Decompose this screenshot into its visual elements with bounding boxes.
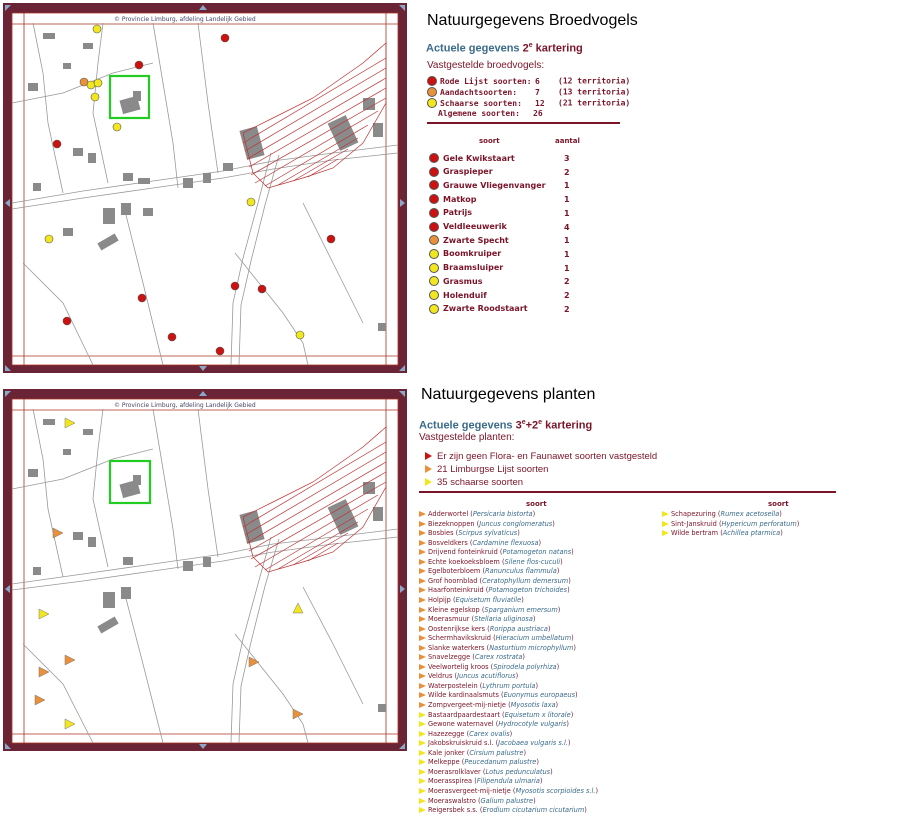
plants-col-species-right: soort xyxy=(768,500,789,508)
birds-col-count: aantal xyxy=(555,137,580,145)
bird-observation-yellow xyxy=(113,123,121,131)
legend-dot-icon xyxy=(429,180,439,190)
legend-triangle-icon xyxy=(419,616,426,622)
plant-latin-name: Lythrum portula xyxy=(482,681,536,690)
summary-label: Aandachtsoorten: xyxy=(440,87,518,97)
plant-dutch-name: Reigersbek s.s. xyxy=(428,806,478,815)
plant-dutch-name: Snavelzegge xyxy=(428,653,471,662)
summary-label: Schaarse soorten: xyxy=(440,98,522,108)
plant-dutch-name: Zompvergeet-mij-nietje xyxy=(428,701,506,709)
plant-dutch-name: Moerasmuur xyxy=(428,615,470,624)
legend-triangle-icon xyxy=(419,530,426,536)
legend-triangle-icon xyxy=(419,683,426,689)
legend-triangle-icon xyxy=(419,645,426,651)
birds-col-species: soort xyxy=(479,137,500,145)
plant-latin-name: Persicaria bistorta xyxy=(472,510,533,518)
legend-dot-icon xyxy=(429,235,439,245)
plant-dutch-name: Bosbies xyxy=(428,529,454,538)
plant-species-row: Grof hoornblad (Ceratophyllum demersum) xyxy=(419,577,571,586)
plant-species-row: Sint-Janskruid (Hypericum perforatum) xyxy=(662,520,799,529)
legend-triangle-icon xyxy=(425,478,432,486)
plant-latin-name: Carex rostrata xyxy=(474,653,523,662)
legend-triangle-icon xyxy=(419,807,426,813)
plant-species-row: Adderwortel (Persicaria bistorta) xyxy=(419,510,535,519)
plant-latin-name: Spirodela polyrhiza xyxy=(493,662,557,671)
plant-species-row: Wilde kardinaalsmuts (Euonymus europaeus) xyxy=(419,691,578,700)
bird-species-name: Braamsluiper xyxy=(443,263,504,273)
plant-latin-name: Cirsium palustre xyxy=(469,748,524,757)
plant-species-row: Bastaardpaardestaart (Equisetum x litorale) xyxy=(419,711,573,720)
bird-observation-red xyxy=(258,285,266,293)
plant-latin-name: Myosotis scorpioides s.l. xyxy=(515,786,596,795)
legend-triangle-icon xyxy=(419,702,426,708)
bird-species-row xyxy=(429,304,528,314)
plant-dutch-name: Haarfonteinkruid xyxy=(428,586,484,595)
legend-triangle-icon xyxy=(419,721,426,727)
legend-triangle-icon xyxy=(419,664,426,670)
legend-triangle-icon xyxy=(419,559,426,565)
legend-dot-icon xyxy=(429,304,439,314)
plant-species-row: Moerasrolklaver (Lotus pedunculatus) xyxy=(419,768,553,777)
bird-species-count: 1 xyxy=(564,263,570,273)
plants-summary-row xyxy=(425,464,548,475)
legend-triangle-icon xyxy=(419,759,426,765)
plant-latin-name: Juncus acutiflorus xyxy=(457,672,516,681)
bird-species-count: 2 xyxy=(564,304,570,314)
legend-dot-icon xyxy=(429,208,439,218)
plants-subtitle: Actuele gegevens $3^e+2^e$ kartering xyxy=(419,419,593,432)
plant-latin-name: Sparganium emersum xyxy=(484,605,558,614)
plant-species-row: Biezeknoppen (Juncus conglomeratus) xyxy=(419,520,555,529)
map-credit: © Provincie Limburg, afdeling Landelijk Gebied xyxy=(114,402,256,409)
plant-species-row: Jakobskruiskruid s.l. (Jacobaea vulgaris s.l.) xyxy=(419,739,570,748)
bird-species-row xyxy=(429,222,507,232)
plant-species-row: Schermhavikskruid (Hieracium umbellatum) xyxy=(419,634,574,643)
bird-species-count: 3 xyxy=(564,154,570,163)
plant-latin-name: Hieracium umbellatum xyxy=(495,634,572,643)
legend-triangle-icon xyxy=(419,788,426,794)
plant-latin-name: Rorippa austriaca xyxy=(489,624,548,633)
birds-summary-row xyxy=(427,98,630,108)
plant-latin-name: Ranunculus flammula xyxy=(485,567,557,576)
plant-species-row: Bosveldkers (Cardamine flexuosa) xyxy=(419,539,541,548)
plant-dutch-name: Kale jonker xyxy=(428,748,465,757)
plant-dutch-name: Schapezuring xyxy=(671,510,716,518)
legend-triangle-icon xyxy=(419,549,426,555)
summary-count: 7 xyxy=(535,87,540,97)
plant-dutch-name: Moerasrolklaver xyxy=(428,767,481,776)
bird-observation-red xyxy=(63,317,71,325)
birds-title: Natuurgegevens Broedvogels xyxy=(427,12,638,29)
plant-species-row: Veelwortelig kroos (Spirodela polyrhiza) xyxy=(419,663,559,672)
plant-dutch-name: Hazezegge xyxy=(428,729,465,738)
plant-dutch-name: Bosveldkers xyxy=(428,538,468,547)
legend-triangle-icon xyxy=(419,540,426,546)
bird-observation-yellow xyxy=(296,331,304,339)
bird-species-count: 1 xyxy=(564,236,570,246)
plant-species-row: Moerasvergeet-mij-nietje (Myosotis scorpioides s.l.) xyxy=(419,787,598,796)
plant-dutch-name: Gewone waternavel xyxy=(428,720,494,729)
plant-latin-name: Equisetum x litorale xyxy=(504,710,571,719)
bird-species-name: Graspieper xyxy=(443,167,493,177)
bird-species-row xyxy=(429,194,477,204)
plant-dutch-name: Grof hoornblad xyxy=(428,576,478,585)
plant-map[interactable] xyxy=(3,389,407,751)
plant-species-row: Waterpostelein (Lythrum portula) xyxy=(419,682,538,691)
bird-observation-red xyxy=(231,282,239,290)
plant-dutch-name: Echte koekoeksbloem xyxy=(428,557,500,566)
plant-species-row: Bosbies (Scirpus sylvaticus) xyxy=(419,529,520,538)
legend-triangle-icon xyxy=(662,511,669,517)
bird-observation-yellow xyxy=(247,198,255,206)
bird-species-name: Holenduif xyxy=(443,290,487,300)
legend-triangle-icon xyxy=(419,712,426,718)
bird-observation-red xyxy=(138,294,146,302)
plant-latin-name: Lotus pedunculatus xyxy=(485,767,551,776)
legend-triangle-icon xyxy=(419,521,426,527)
bird-species-row xyxy=(429,249,501,259)
legend-triangle-icon xyxy=(419,654,426,660)
legend-triangle-icon xyxy=(419,731,426,737)
bird-species-count: 1 xyxy=(564,195,570,205)
legend-dot-icon xyxy=(429,290,439,300)
plants-established: Vastgestelde planten: xyxy=(419,432,515,443)
plant-map-canvas xyxy=(3,389,407,751)
plant-dutch-name: Veelwortelig kroos xyxy=(428,662,489,671)
legend-triangle-icon xyxy=(419,511,426,517)
legend-triangle-icon xyxy=(419,778,426,784)
plant-latin-name: Hydrocotyle vulgaris xyxy=(498,720,567,729)
plant-latin-name: Jacobaea vulgaris s.l. xyxy=(498,739,568,748)
legend-dot-icon xyxy=(429,263,439,273)
bird-species-count: 2 xyxy=(564,291,570,300)
bird-species-row xyxy=(429,153,515,163)
plant-species-row: Snavelzegge (Carex rostrata) xyxy=(419,653,525,662)
plant-dutch-name: Adderwortel xyxy=(428,510,469,518)
plant-latin-name: Achillea ptarmica xyxy=(722,529,781,538)
bird-species-name: Boomkruiper xyxy=(443,249,502,259)
plant-dutch-name: Melkeppe xyxy=(428,758,460,767)
bird-species-row xyxy=(429,167,493,177)
plant-latin-name: Equisetum fluviatile xyxy=(455,595,522,604)
legend-triangle-icon xyxy=(419,607,426,613)
plant-dutch-name: Veldrus xyxy=(428,672,453,681)
plant-species-row: Holpijp (Equisetum fluviatile) xyxy=(419,596,524,605)
bird-observation-red xyxy=(135,61,143,69)
bird-observation-yellow xyxy=(93,25,101,33)
bird-species-name: Gele Kwikstaart xyxy=(443,153,515,163)
summary-count: 6 xyxy=(535,76,540,86)
plant-species-row: Moeraswalstro (Galium palustre) xyxy=(419,797,536,806)
legend-triangle-icon xyxy=(419,587,426,593)
plants-col-species-left: soort xyxy=(526,500,547,508)
legend-triangle-icon xyxy=(662,521,669,527)
plants-divider xyxy=(419,491,836,493)
bird-species-name: Matkop xyxy=(443,194,477,204)
plant-latin-name: Hypericum perforatum xyxy=(721,519,797,528)
bird-species-row xyxy=(429,235,509,245)
legend-triangle-icon xyxy=(419,578,426,584)
bird-species-row xyxy=(429,208,472,218)
plant-dutch-name: Drijvend fonteinkruid xyxy=(428,548,498,557)
plant-dutch-name: Moeraswalstro xyxy=(428,796,476,805)
legend-triangle-icon xyxy=(425,452,432,460)
plant-dutch-name: Wilde bertram xyxy=(671,529,719,538)
plant-dutch-name: Waterpostelein xyxy=(428,681,478,690)
plant-dutch-name: Jakobskruiskruid s.l. xyxy=(428,739,494,748)
plant-dutch-name: Sint-Janskruid xyxy=(671,519,717,528)
plant-latin-name: Peucedanum palustre xyxy=(464,758,537,767)
plant-species-row: Zompvergeet-mij-nietje (Myosotis laxa) xyxy=(419,701,558,710)
birds-subtitle: Actuele gegevens 2e kartering xyxy=(426,42,583,55)
plant-species-row: Drijvend fonteinkruid (Potamogeton natans) xyxy=(419,548,574,557)
plants-summary-row xyxy=(425,451,657,462)
plant-latin-name: Juncus conglomeratus xyxy=(479,519,553,528)
summary-label: 35 schaarse soorten xyxy=(437,477,524,488)
bird-species-name: Grauwe Vliegenvanger xyxy=(443,180,546,190)
bird-species-name: Veldleeuwerik xyxy=(443,222,507,231)
plant-latin-name: Myosotis laxa xyxy=(510,701,556,709)
plant-species-row: Schapezuring (Rumex acetosella) xyxy=(662,510,782,519)
bird-map[interactable] xyxy=(3,3,407,373)
plants-summary-row xyxy=(425,477,523,488)
plant-dutch-name: Holpijp xyxy=(428,595,451,604)
bird-species-count: 1 xyxy=(564,181,570,191)
summary-count: 12 xyxy=(535,98,545,108)
plant-species-row: Moerasspirea (Filipendula ulmaria) xyxy=(419,777,542,786)
plant-latin-name: Rumex acetosella xyxy=(720,510,780,518)
summary-territories: (12 territoria) xyxy=(558,76,631,86)
legend-triangle-icon xyxy=(419,798,426,804)
legend-triangle-icon xyxy=(662,530,669,536)
plant-latin-name: Stellaria uliginosa xyxy=(474,615,533,624)
legend-triangle-icon xyxy=(419,568,426,574)
legend-triangle-icon xyxy=(419,769,426,775)
legend-dot-icon xyxy=(427,98,437,108)
bird-observation-yellow xyxy=(94,79,102,87)
plant-species-row: Kleine egelskop (Sparganium emersum) xyxy=(419,606,560,615)
summary-label: Algemene soorten: xyxy=(438,109,520,118)
legend-triangle-icon xyxy=(419,692,426,698)
plant-species-row: Veldrus (Juncus acutiflorus) xyxy=(419,672,518,681)
birds-divider xyxy=(427,122,620,124)
legend-dot-icon xyxy=(429,153,439,163)
bird-species-name: Zwarte Roodstaart xyxy=(443,304,528,314)
plant-species-row: Oostenrijkse kers (Rorippa austriaca) xyxy=(419,625,550,634)
plant-latin-name: Erodium cicutarium cicutarium xyxy=(482,806,585,815)
plant-species-row: Echte koekoeksbloem (Silene flos-cuculi) xyxy=(419,558,563,567)
legend-triangle-icon xyxy=(419,626,426,632)
plant-dutch-name: Moerasspirea xyxy=(428,777,473,786)
plant-latin-name: Filipendula ulmaria xyxy=(476,777,540,786)
plant-latin-name: Ceratophyllum demersum xyxy=(482,576,569,585)
legend-triangle-icon xyxy=(419,635,426,641)
summary-label: Er zijn geen Flora- en Faunawet soorten vastgesteld xyxy=(437,451,658,462)
legend-dot-icon xyxy=(429,194,439,204)
summary-territories: (21 territoria) xyxy=(558,98,631,108)
bird-observation-red xyxy=(53,140,61,148)
legend-dot-icon xyxy=(429,276,439,286)
plants-title: Natuurgegevens planten xyxy=(421,386,596,403)
bird-map-canvas xyxy=(3,3,407,373)
plant-species-row: Slanke waterkers (Nasturtium microphyllum) xyxy=(419,644,576,653)
plant-species-row: Gewone waternavel (Hydrocotyle vulgaris) xyxy=(419,720,569,729)
legend-triangle-icon xyxy=(419,673,426,679)
bird-species-count: 4 xyxy=(564,222,570,232)
plant-latin-name: Potamogeton trichoides xyxy=(488,586,568,595)
bird-species-count: 1 xyxy=(564,249,570,259)
plant-latin-name: Potamogeton natans xyxy=(502,548,572,557)
plant-latin-name: Cardamine flexuosa xyxy=(472,538,539,547)
legend-dot-icon xyxy=(427,87,437,97)
plant-latin-name: Euonymus europaeus xyxy=(503,691,576,700)
bird-species-name: Zwarte Specht xyxy=(443,235,509,245)
bird-species-count: 2 xyxy=(564,277,570,287)
bird-species-row xyxy=(429,263,503,273)
birds-summary-row xyxy=(427,109,556,118)
plant-species-row: Moerasmuur (Stellaria uliginosa) xyxy=(419,615,535,624)
summary-territories: (13 territoria) xyxy=(558,87,631,97)
legend-triangle-icon xyxy=(419,597,426,603)
birds-summary-row xyxy=(427,76,630,86)
bird-species-count: 1 xyxy=(564,208,570,218)
bird-species-row xyxy=(429,276,482,286)
plant-dutch-name: Biezeknoppen xyxy=(428,519,475,528)
bird-species-name: Patrijs xyxy=(443,208,473,218)
summary-count: 26 xyxy=(533,109,543,118)
plant-dutch-name: Slanke waterkers xyxy=(428,643,485,652)
plant-dutch-name: Egelboterbloem xyxy=(428,567,481,576)
legend-dot-icon xyxy=(429,249,439,259)
plant-dutch-name: Kleine egelskop xyxy=(428,605,480,614)
bird-species-row xyxy=(429,290,487,300)
plant-species-row: Kale jonker (Cirsium palustre) xyxy=(419,749,526,758)
legend-dot-icon xyxy=(429,167,439,177)
plant-species-row: Egelboterbloem (Ranunculus flammula) xyxy=(419,567,559,576)
legend-dot-icon xyxy=(429,222,439,232)
bird-observation-yellow xyxy=(45,235,53,243)
birds-summary-row xyxy=(427,87,630,97)
bird-observation-red xyxy=(216,347,224,355)
plant-species-row: Haarfonteinkruid (Potamogeton trichoides) xyxy=(419,586,570,595)
bird-observation-red xyxy=(168,333,176,341)
legend-dot-icon xyxy=(427,110,435,118)
plant-dutch-name: Bastaardpaardestaart xyxy=(428,710,500,719)
bird-observation-red xyxy=(327,235,335,243)
plant-species-row: Reigersbek s.s. (Erodium cicutarium cicutarium) xyxy=(419,806,587,815)
plant-dutch-name: Moerasvergeet-mij-nietje xyxy=(428,786,511,795)
plant-species-row: Melkeppe (Peucedanum palustre) xyxy=(419,758,539,767)
plant-latin-name: Nasturtium microphyllum xyxy=(489,643,574,652)
plant-dutch-name: Oostenrijkse kers xyxy=(428,624,486,633)
bird-observation-red xyxy=(221,34,229,42)
summary-label: Rode Lijst soorten: xyxy=(440,76,532,86)
bird-species-row xyxy=(429,180,546,190)
bird-observation-yellow xyxy=(91,93,99,101)
legend-triangle-icon xyxy=(419,750,426,756)
plant-latin-name: Scirpus sylvaticus xyxy=(458,529,518,538)
legend-dot-icon xyxy=(427,76,437,86)
plant-species-row: Hazezegge (Carex ovalis) xyxy=(419,730,512,739)
plant-latin-name: Carex ovalis xyxy=(469,729,510,738)
plant-species-row: Wilde bertram (Achillea ptarmica) xyxy=(662,529,783,538)
bird-species-count: 2 xyxy=(564,167,570,177)
plant-latin-name: Galium palustre xyxy=(480,796,534,805)
summary-label: 21 Limburgse Lijst soorten xyxy=(437,464,549,475)
legend-triangle-icon xyxy=(419,740,426,746)
birds-established: Vastgestelde broedvogels: xyxy=(427,60,545,71)
plant-dutch-name: Wilde kardinaalsmuts xyxy=(428,691,499,700)
plant-dutch-name: Schermhavikskruid xyxy=(428,634,491,643)
legend-triangle-icon xyxy=(425,465,432,473)
plant-latin-name: Silene flos-cuculi xyxy=(504,557,561,566)
bird-species-name: Grasmus xyxy=(443,276,483,286)
map-credit: © Provincie Limburg, afdeling Landelijk Gebied xyxy=(114,16,256,23)
